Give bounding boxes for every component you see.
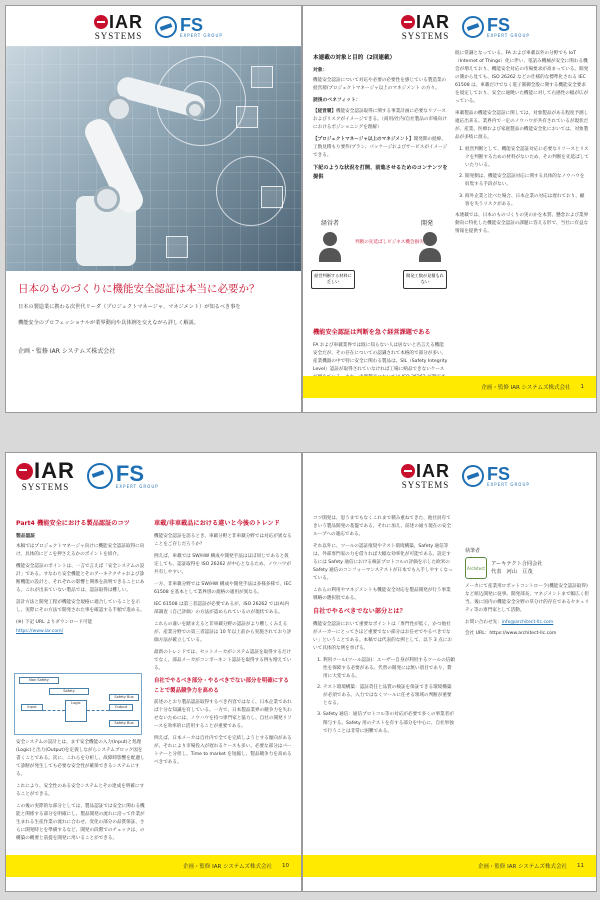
download-link[interactable]: https://www.iar.com/ <box>16 628 64 634</box>
hero-robot-image <box>6 46 302 271</box>
fs-logo: FS EXPERT GROUP <box>87 463 159 489</box>
issue-list <box>455 146 589 208</box>
section-heading-red: 自社でやるべき部分・やるべきでない部分を明確にすることで製品競争力を高める <box>154 678 289 694</box>
fs-logo: FS EXPERT GROUP <box>462 465 530 487</box>
list-item: 3. Safety 通信：通信プロトコル等の対応が必要で多くの事業者が関与する。Safety 用のテストを有する部分を中心に、自社単独で行うことは非常に困難である。 <box>323 711 455 735</box>
safety-block-diagram: Non Safety Safety Input Logic Output Safety Bus Safety Bus <box>14 673 142 735</box>
executive-person-icon <box>323 232 337 246</box>
author-url[interactable]: https://www.architect-llc.com <box>489 631 557 637</box>
author-profile: 執筆者 Architect アーキテクト合同会社 代表 河山 亘茂 メーカにて産業用ロボットコントローラ(機能安全認証取得)など組込開発に従事。開発部長、マネジメントまで幅広く担当。後に国内の機能安全分野の草分け的存在であるセキュリティ等の専門家として活動。 お問い合わせ先：info@architect-llc.com 会社 URL：https://www.architect-llc.com <box>465 548 590 637</box>
header-logos <box>401 461 530 491</box>
left-column: コツ開発は、思うまでもなくこれまで積み重ねてきた、他社員有てきいう製品開発の基盤である。それに加え、前述の通り現在の安全ループへの適応である。 それ以外に、ツールの認証推奨やテスト環境構築、Safety 通信等は、外部専門家の力を借りれば大幅な効率化が可能である。設定するには Safety 通信における検証プロトコルの評価を示した欧米の Safety 通信のコンフォーマンステストが日本でも入手しやすくなっている。 これらの利用やマネジメントも機能安全対応を製品開発が行う事業戦略の選択肢である。 自社でやるべきでない部分とは？ 機能安全認証において重要なポイントは「専門性が低く、かつ他社がメーカーにとってさほど重要でない部分はお任せでやるべきでない」ということである。本稿では代表的な例として、以下 3 点において具体的な例を挙げる。 1. 利用ツール(ツール認証)：ユーザー自身が利用するツールの信頼性を保障する必要がある。代替の開発には無い項目であり、費用に大変である。 2. テスト環境構築：認証責任と品質の検証を保証できる環境構築が必須である。入力ではなくツールに任せる領域の判断が重要となる。 3. Safety 通信：通信プロトコル等の対応が必要で多くの事業者が関与する。Safety 用のテストを有する部分を中心に、自社単独で行うことは非常に困難である。 <box>313 515 455 739</box>
iar-logo: IAR SYSTEMS <box>401 12 450 41</box>
situation-diagram: 経営者 開発 判断の先延ばしビジネス機会損失 経営判断する材料に乏しい 開発工数が見積もれない <box>311 218 451 318</box>
list-item: 1. 利用ツール(ツール認証)：ユーザー自身が利用するツールの信頼性を保障する必要がある。代替の開発には無い項目であり、費用に大変である。 <box>323 657 455 681</box>
left-column-bottom: 安全システムの設計とは、まず安全機能の入力(Input)と処理(Logic)と出力(Output)を定義しながらシステムブロック図を書くことである。次に、これらを分析し、故障時影響を配慮して診断が発生しても必要な安全性が確保できるシステムにする。 これにより、安全性のある安全システムとその達成を明確にすることができる。 この後の実際的な部分としては、製品認証では安全に関わる機能と関係する部分を明確にし、製品開発の流れに沿って作業が生まれる生産作業の流れに合わせ、変化の部分の品質保証、さらに開発時とを準備するなど、開発の段階でのチェックは、の構築の概要と前提を開発に用いることができる。 <box>16 740 145 842</box>
section-heading-red: 自社でやるべきでない部分とは？ <box>313 608 406 616</box>
right-column: 既に常識となっている。FA および車載以外の分野でも IoT（Internet of Things）化に伴い、電話み機械が安全に関わる機会が増えており、機能安全対応の市場要求が高まっている。開発の側から見ても、ISO 26262 などの仕様的な標準化される IEC 61508 は、車載だけでなく電子制御全般に関する機能安全要求を規定しており、安全に通暁いた機能に対して右感性の幅が広がっている。 車載製品の機能安全認証に関しては、対象製品がある程度予測し適応出来る。業界内で一定のノウハウが共有されているが現状だが、産業、医療および家庭製品の機能安全化においては、対象製品が多岐に渡る。 1. 経営判断として、機能安全認証対応に必要なリソースとリスクを判断するための材料がないため、その判断を先延ばしていたりいる。 2. 開発側は、機能安全認証対応に関する具体的なノウハウを収集する手段がない。 3. 海外企業と比べた場合、日本企業の対応は遅れており、顧客を失うリスクがある。 本連載では、日本のものづくりの実のかを本質、懸念および業界動向に特化した機能安全認証の課題に答える形で、当社に有益な情報を提供する。 <box>455 50 589 240</box>
page-1 <box>302 5 597 413</box>
header-logos <box>401 12 530 42</box>
iar-logo: IAR SYSTEMS <box>401 461 450 490</box>
list-item: 1. 経営判断として、機能安全認証対応に必要なリソースとリスクを判断するための材料がないため、その判断を先延ばしていたりいる。 <box>465 146 589 170</box>
left-column-bottom: 機能安全認証は判断を急ぐ経営課題である FA および車載業界では既に知らない人は居ないと名言える機能安全だが、その存在についての認識されて本格的で部分が多い。産業機器の中で特に安全に関わる製品は、SIL（Safety Integrity Level）認証が取得されていなければ工場に納品できないケース <box>313 329 448 372</box>
page-number: 10 <box>282 863 289 869</box>
organization: 企画・監修 IAR システムズ株式会社 <box>18 348 116 355</box>
section-heading: 本連載の対象と目的（2回連載） <box>313 55 396 61</box>
header-logos <box>16 458 159 492</box>
list-item: 2. 開発側は、機能安全認証対応に関する具体的なノウハウを収集する手段がない。 <box>465 173 589 189</box>
architect-logo: Architect <box>465 557 487 579</box>
section-heading-red: 車載/非車載品における違いと今後のトレンド <box>154 520 280 527</box>
page-number: 1 <box>580 384 584 390</box>
header-logos <box>94 12 223 42</box>
right-column: 車載/非車載品における違いと今後のトレンド 機能安全認証を語るとき、車載分野と非車載分野では対応が異なることをご存じだろうか？ 例えば、車載では SW/HW 構成や開発手法はほぼ同じであると仮定しても、認証取得を ISO 26262 が中心となるため、ノウハウが共有しやすい。 一方、非車載分野では SW/HW 構成や開発手法は多様多様で、IEC 61508 を基本として業界別の規格の適用が異なる。 IEC 61508 は第三者認証が必要であるが、ISO 26262 では(A)内部調査（自己評価）の方法が認められているのが現状である。 これらの違いを踏まえると非車載分野の認証がより難しくみえるが、産業分野での第三者認証は 10 年以上前から実施されており評価方法が確立している。 最新のトレンドでは、セットメーカがシステム認証を取得するだけでなく、部品メーカがコンポーネント認証を取得する例も増えている。 自社でやるべき部分・やるべきでない部分を明確にすることで製品競争力を高める 前述のとおり製品認証取得するべき内容ではなく、日本企業であれば十分な知識を有している。一方で、日本製品業界の競争力を失わせないためには、ノウハウを持つ専門家と協力し、自社の開発リソースを効率的に活用することが重要である。 例えば、日本メーカは自社内で全てを完結しようとする傾向があるが、それにより市場投入が遅れるケースも多い。必要な部分はパートナーと分担し、Time to market を短縮し、製品競争力を高めるべきである。 <box>154 520 292 766</box>
author-email-link[interactable]: info@architect-llc.com <box>501 620 554 626</box>
iar-logo: IAR SYSTEMS <box>94 12 143 41</box>
page-title: 日本のものづくりに機能安全認証は本当に必要か？ <box>18 283 260 295</box>
page-cover <box>5 5 302 413</box>
page-10 <box>5 452 302 892</box>
page-footer: 企画・監修 IAR システムズ株式会社 10 <box>6 855 301 877</box>
left-column: Part4 機能安全における製品認証のコツ 製品認証 本稿ではプロジェクトマネージャ向けに機能安全認証取得に向け、具体的にどこを押さえるかのポイントを紹介。 機能安全認証のポイントは、一言で言えば「安全システムの設計」である。すなわち安全機能とそのアーキテクチャおよび診断機能の設計と、それぞれの影響と関係を説明できることにある。これが出来ていない製品では、認証取得は難しい。 設計方法と開発工程が機能安全規格に適合していることを示し、実際にその方法で開発された事を確認する手順で進める。 (※) 下記 URL よりダウンロード可能 https://www.iar.com/ <box>16 520 145 634</box>
page-11 <box>302 452 597 892</box>
intro-text: 日本の製造業に携わる次世代リーダ（プロジェクトマネージャ、マネジメント）が知るべき事を 機能安全のプロフェッショナルが業界動向や具体例を交えながら詳しく解説。 <box>18 304 241 326</box>
outsource-list <box>313 657 455 735</box>
list-item: 3. 海外企業と比べた場合、日本企業の対応は遅れており、顧客を失うリスクがある。 <box>465 193 589 209</box>
list-item: 2. テスト環境構築：認証責任と品質の検証を保証できる環境構築が必須である。入力ではなくツールに任せる領域の判断が重要となる。 <box>323 684 455 708</box>
section-heading-red: 機能安全認証は判断を急ぐ経営課題である <box>313 329 431 336</box>
iar-logo: IAR SYSTEMS <box>16 460 75 492</box>
fs-logo: FS EXPERT GROUP <box>462 16 530 38</box>
page-footer: 企画・監修 IAR システムズ株式会社 11 <box>303 855 596 877</box>
page-number: 11 <box>577 863 584 869</box>
page-footer: 企画・監修 IAR システムズ株式会社 1 <box>303 376 596 398</box>
fs-logo: FS EXPERT GROUP <box>155 16 223 38</box>
part-heading: Part4 機能安全における製品認証のコツ <box>16 520 130 527</box>
left-column: 本連載の対象と目的（2回連載） 対象： 機能安全認証について対応や必要の必要性を感じている製造業の経営層/プロジェクトマネージャ以上のマネジメント の方々。 読後のベネフィット： 【経営層】機能安全認証取得に関する事業計画に必要なリソースおよびリスクがイメージできる。（商用/社内/自社製品の市場向けにおけるポジショニングを理解） 【プロジェクトマネージャ以上のマネジメント】開発期の経緯、工数見積もり要件/プラン、パッケージおよびサービスがイメージできる。 下記のような状況を打開、前進させるためのコンテンツを提供 <box>313 55 448 180</box>
developer-person-icon <box>423 232 437 246</box>
